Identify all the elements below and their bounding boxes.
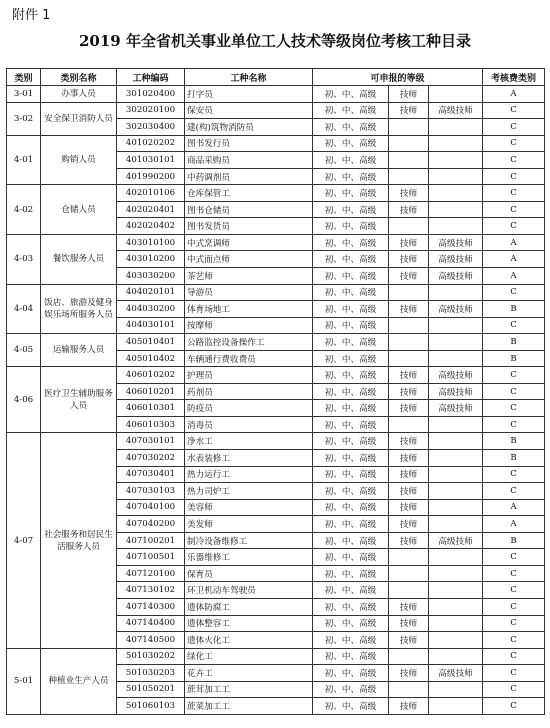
trade-name-cell: 美发师 [185, 516, 313, 533]
grade-basic-cell: 初、中、高级 [313, 483, 389, 500]
grade-basic-cell: 初、中、高级 [313, 86, 389, 103]
grade-basic-cell: 初、中、高级 [313, 516, 389, 533]
trade-code-cell: 403010200 [117, 251, 185, 268]
trade-code-cell: 406010301 [117, 400, 185, 417]
attachment-label: 附件 1 [12, 8, 51, 23]
trade-code-cell: 404030200 [117, 301, 185, 318]
category-name-cell: 办事人员 [41, 86, 117, 103]
grade-technician-cell [389, 681, 429, 698]
category-name-cell: 饭店、旅游及健身娱乐场所服务人员 [41, 284, 117, 334]
trade-name-cell: 茶艺师 [185, 268, 313, 285]
grade-senior-technician-cell: 高级技师 [429, 367, 483, 384]
grade-technician-cell: 技师 [389, 483, 429, 500]
trade-name-cell: 遗体火化工 [185, 632, 313, 649]
grade-technician-cell: 技师 [389, 499, 429, 516]
trade-code-cell: 407120100 [117, 565, 185, 582]
trade-code-cell: 501030203 [117, 665, 185, 682]
trade-name-cell: 制冷设备维修工 [185, 532, 313, 549]
grade-basic-cell: 初、中、高级 [313, 367, 389, 384]
grade-senior-technician-cell [429, 499, 483, 516]
trade-name-cell: 保安员 [185, 102, 313, 119]
grade-senior-technician-cell [429, 433, 483, 450]
grade-technician-cell: 技师 [389, 268, 429, 285]
trade-code-cell: 501050201 [117, 681, 185, 698]
grade-senior-technician-cell [429, 632, 483, 649]
trade-code-cell: 407140400 [117, 615, 185, 632]
table-row [7, 433, 545, 450]
grade-technician-cell: 技师 [389, 86, 429, 103]
category-name-cell: 安全保卫消防人员 [41, 102, 117, 135]
grade-basic-cell: 初、中、高级 [313, 284, 389, 301]
grade-basic-cell: 初、中、高级 [313, 565, 389, 582]
grade-basic-cell: 初、中、高级 [313, 168, 389, 185]
grade-senior-technician-cell: 高级技师 [429, 383, 483, 400]
grade-senior-technician-cell [429, 450, 483, 467]
table-row [7, 334, 545, 351]
grade-technician-cell: 技师 [389, 185, 429, 202]
grade-basic-cell: 初、中、高级 [313, 234, 389, 251]
grade-senior-technician-cell: 高级技师 [429, 301, 483, 318]
grade-senior-technician-cell: 高级技师 [429, 234, 483, 251]
fee-category-cell: C [483, 119, 545, 136]
fee-category-cell: C [483, 648, 545, 665]
trade-code-cell: 402020402 [117, 218, 185, 235]
grade-basic-cell: 初、中、高级 [313, 549, 389, 566]
grade-basic-cell: 初、中、高级 [313, 632, 389, 649]
grade-basic-cell: 初、中、高级 [313, 681, 389, 698]
grade-technician-cell [389, 334, 429, 351]
grade-basic-cell: 初、中、高级 [313, 268, 389, 285]
trade-name-cell: 商品采购员 [185, 152, 313, 169]
trade-code-cell: 406010303 [117, 416, 185, 433]
grade-technician-cell [389, 648, 429, 665]
trade-name-cell: 导游员 [185, 284, 313, 301]
grade-technician-cell: 技师 [389, 102, 429, 119]
trade-name-cell: 体育场地工 [185, 301, 313, 318]
trade-code-cell: 407140500 [117, 632, 185, 649]
category-code-cell: 4-06 [7, 367, 41, 433]
table-row [7, 234, 545, 251]
grade-senior-technician-cell [429, 615, 483, 632]
grade-technician-cell [389, 284, 429, 301]
grade-senior-technician-cell [429, 582, 483, 599]
trade-name-cell: 环卫机动车驾驶员 [185, 582, 313, 599]
category-name-cell: 购销人员 [41, 135, 117, 185]
trade-name-cell: 花卉工 [185, 665, 313, 682]
trade-code-cell: 407030401 [117, 466, 185, 483]
grade-technician-cell [389, 152, 429, 169]
trade-code-cell: 401990200 [117, 168, 185, 185]
header-fee: 考核费类别 [483, 69, 545, 86]
grade-technician-cell [389, 416, 429, 433]
fee-category-cell: C [483, 598, 545, 615]
trade-name-cell: 热力司炉工 [185, 483, 313, 500]
grade-technician-cell: 技师 [389, 665, 429, 682]
grade-senior-technician-cell [429, 218, 483, 235]
grade-basic-cell: 初、中、高级 [313, 301, 389, 318]
grade-technician-cell [389, 565, 429, 582]
grade-senior-technician-cell: 高级技师 [429, 251, 483, 268]
trade-code-cell: 407030101 [117, 433, 185, 450]
category-code-cell: 3-02 [7, 102, 41, 135]
trade-code-cell: 401030101 [117, 152, 185, 169]
grade-basic-cell: 初、中、高级 [313, 102, 389, 119]
grade-senior-technician-cell [429, 681, 483, 698]
table-body [7, 86, 545, 715]
grade-senior-technician-cell [429, 284, 483, 301]
fee-category-cell: C [483, 582, 545, 599]
grade-technician-cell: 技师 [389, 532, 429, 549]
fee-category-cell: A [483, 499, 545, 516]
fee-category-cell: C [483, 681, 545, 698]
fee-category-cell: C [483, 201, 545, 218]
trade-code-cell: 407030103 [117, 483, 185, 500]
trade-name-cell: 中式面点师 [185, 251, 313, 268]
trade-name-cell: 绿化工 [185, 648, 313, 665]
grade-basic-cell: 初、中、高级 [313, 433, 389, 450]
fee-category-cell: C [483, 218, 545, 235]
fee-category-cell: B [483, 450, 545, 467]
table-row [7, 102, 545, 119]
trade-name-cell: 打字员 [185, 86, 313, 103]
grade-basic-cell: 初、中、高级 [313, 499, 389, 516]
trade-name-cell: 图书发货员 [185, 218, 313, 235]
grade-technician-cell: 技师 [389, 516, 429, 533]
grade-basic-cell: 初、中、高级 [313, 648, 389, 665]
fee-category-cell: B [483, 301, 545, 318]
grade-technician-cell [389, 317, 429, 334]
table-row [7, 648, 545, 665]
fee-category-cell: C [483, 565, 545, 582]
fee-category-cell: B [483, 350, 545, 367]
trade-code-cell: 405010402 [117, 350, 185, 367]
grade-senior-technician-cell [429, 350, 483, 367]
fee-category-cell: B [483, 334, 545, 351]
grade-basic-cell: 初、中、高级 [313, 665, 389, 682]
category-code-cell: 3-01 [7, 86, 41, 103]
grade-technician-cell: 技师 [389, 632, 429, 649]
trade-code-cell: 405010401 [117, 334, 185, 351]
trade-code-cell: 401020202 [117, 135, 185, 152]
grade-senior-technician-cell [429, 168, 483, 185]
grade-senior-technician-cell [429, 598, 483, 615]
grade-technician-cell: 技师 [389, 383, 429, 400]
trade-code-cell: 407030202 [117, 450, 185, 467]
fee-category-cell: C [483, 549, 545, 566]
grade-basic-cell: 初、中、高级 [313, 350, 389, 367]
category-code-cell: 4-01 [7, 135, 41, 185]
grade-technician-cell: 技师 [389, 433, 429, 450]
header-category: 类别 [7, 69, 41, 86]
category-name-cell: 餐饮服务人员 [41, 234, 117, 284]
trade-name-cell: 车辆通行费收费员 [185, 350, 313, 367]
trade-code-cell: 406010202 [117, 367, 185, 384]
grade-senior-technician-cell [429, 185, 483, 202]
trade-code-cell: 403010100 [117, 234, 185, 251]
category-name-cell: 仓储人员 [41, 185, 117, 235]
table-row [7, 86, 545, 103]
grade-senior-technician-cell: 高级技师 [429, 400, 483, 417]
fee-category-cell: A [483, 268, 545, 285]
grade-senior-technician-cell: 高级技师 [429, 665, 483, 682]
grade-technician-cell: 技师 [389, 201, 429, 218]
trade-code-cell: 402010106 [117, 185, 185, 202]
category-code-cell: 4-04 [7, 284, 41, 334]
grade-senior-technician-cell [429, 549, 483, 566]
trade-name-cell: 中式烹调师 [185, 234, 313, 251]
trade-name-cell: 图书仓储员 [185, 201, 313, 218]
grade-senior-technician-cell [429, 86, 483, 103]
grade-basic-cell: 初、中、高级 [313, 152, 389, 169]
grade-technician-cell [389, 350, 429, 367]
grade-technician-cell [389, 135, 429, 152]
trade-code-cell: 406010201 [117, 383, 185, 400]
trade-code-cell: 407130102 [117, 582, 185, 599]
category-code-cell: 4-07 [7, 433, 41, 648]
trade-code-cell: 302030400 [117, 119, 185, 136]
fee-category-cell: A [483, 516, 545, 533]
grade-basic-cell: 初、中、高级 [313, 218, 389, 235]
category-code-cell: 5-01 [7, 648, 41, 714]
trade-name-cell: 护理员 [185, 367, 313, 384]
trade-name-cell: 水表装修工 [185, 450, 313, 467]
grade-basic-cell: 初、中、高级 [313, 450, 389, 467]
grade-technician-cell: 技师 [389, 400, 429, 417]
header-category-name: 类别名称 [41, 69, 117, 86]
fee-category-cell: C [483, 400, 545, 417]
grade-basic-cell: 初、中、高级 [313, 532, 389, 549]
grade-basic-cell: 初、中、高级 [313, 466, 389, 483]
fee-category-cell: C [483, 483, 545, 500]
fee-category-cell: C [483, 284, 545, 301]
grade-technician-cell: 技师 [389, 466, 429, 483]
trade-code-cell: 404030101 [117, 317, 185, 334]
fee-category-cell: C [483, 317, 545, 334]
trade-code-cell: 407040100 [117, 499, 185, 516]
category-name-cell: 运输服务人员 [41, 334, 117, 367]
fee-category-cell: C [483, 632, 545, 649]
category-code-cell: 4-05 [7, 334, 41, 367]
grade-basic-cell: 初、中、高级 [313, 582, 389, 599]
category-name-cell: 种植业生产人员 [41, 648, 117, 714]
fee-category-cell: C [483, 135, 545, 152]
trade-code-cell: 301020400 [117, 86, 185, 103]
grade-basic-cell: 初、中、高级 [313, 135, 389, 152]
trade-code-cell: 404020101 [117, 284, 185, 301]
trade-code-cell: 501030202 [117, 648, 185, 665]
table-row [7, 367, 545, 384]
trade-name-cell: 公路监控设备操作工 [185, 334, 313, 351]
fee-category-cell: C [483, 367, 545, 384]
grade-senior-technician-cell [429, 334, 483, 351]
trade-name-cell: 净水工 [185, 433, 313, 450]
header-row [7, 69, 545, 86]
trade-code-cell: 407100201 [117, 532, 185, 549]
fee-category-cell: C [483, 615, 545, 632]
grade-senior-technician-cell [429, 565, 483, 582]
trade-name-cell: 遗体防腐工 [185, 598, 313, 615]
fee-category-cell: C [483, 665, 545, 682]
header-grades: 可申报的等级 [313, 69, 483, 86]
trade-code-cell: 402020401 [117, 201, 185, 218]
fee-category-cell: C [483, 185, 545, 202]
grade-basic-cell: 初、中、高级 [313, 317, 389, 334]
grade-senior-technician-cell: 高级技师 [429, 102, 483, 119]
grade-senior-technician-cell [429, 152, 483, 169]
grade-basic-cell: 初、中、高级 [313, 251, 389, 268]
grade-basic-cell: 初、中、高级 [313, 119, 389, 136]
grade-technician-cell: 技师 [389, 301, 429, 318]
trade-name-cell: 乐器维修工 [185, 549, 313, 566]
trade-name-cell: 按摩师 [185, 317, 313, 334]
trade-code-cell: 407140300 [117, 598, 185, 615]
grade-technician-cell: 技师 [389, 234, 429, 251]
grade-basic-cell: 初、中、高级 [313, 383, 389, 400]
fee-category-cell: B [483, 433, 545, 450]
category-code-cell: 4-03 [7, 234, 41, 284]
trade-catalog-table [6, 68, 545, 715]
grade-senior-technician-cell [429, 466, 483, 483]
grade-basic-cell: 初、中、高级 [313, 615, 389, 632]
trade-name-cell: 蔗菜加工工 [185, 698, 313, 715]
trade-name-cell: 遗体整容工 [185, 615, 313, 632]
grade-basic-cell: 初、中、高级 [313, 334, 389, 351]
grade-technician-cell [389, 549, 429, 566]
fee-category-cell: C [483, 466, 545, 483]
grade-technician-cell [389, 218, 429, 235]
trade-name-cell: 防疫员 [185, 400, 313, 417]
grade-basic-cell: 初、中、高级 [313, 698, 389, 715]
fee-category-cell: C [483, 152, 545, 169]
grade-basic-cell: 初、中、高级 [313, 201, 389, 218]
trade-name-cell: 仓库保管工 [185, 185, 313, 202]
trade-name-cell: 消毒员 [185, 416, 313, 433]
grade-technician-cell: 技师 [389, 367, 429, 384]
trade-name-cell: 中药调剂员 [185, 168, 313, 185]
fee-category-cell: A [483, 251, 545, 268]
table-row [7, 185, 545, 202]
grade-technician-cell: 技师 [389, 251, 429, 268]
grade-senior-technician-cell [429, 648, 483, 665]
trade-code-cell: 403030200 [117, 268, 185, 285]
grade-technician-cell [389, 582, 429, 599]
trade-code-cell: 302020100 [117, 102, 185, 119]
grade-senior-technician-cell [429, 698, 483, 715]
grade-senior-technician-cell: 高级技师 [429, 268, 483, 285]
header-trade: 工种名称 [185, 69, 313, 86]
table-row [7, 284, 545, 301]
fee-category-cell: A [483, 234, 545, 251]
trade-code-cell: 407100501 [117, 549, 185, 566]
category-name-cell: 社会服务和居民生活服务人员 [41, 433, 117, 648]
grade-basic-cell: 初、中、高级 [313, 400, 389, 417]
table-row [7, 135, 545, 152]
header-code: 工种编码 [117, 69, 185, 86]
document-title: 2019 年全省机关事业单位工人技术等级岗位考核工种目录 [79, 32, 471, 50]
trade-name-cell: 美容师 [185, 499, 313, 516]
grade-senior-technician-cell [429, 119, 483, 136]
grade-technician-cell: 技师 [389, 598, 429, 615]
grade-basic-cell: 初、中、高级 [313, 598, 389, 615]
grade-senior-technician-cell [429, 483, 483, 500]
grade-technician-cell: 技师 [389, 450, 429, 467]
fee-category-cell: A [483, 86, 545, 103]
grade-technician-cell: 技师 [389, 698, 429, 715]
fee-category-cell: C [483, 698, 545, 715]
grade-basic-cell: 初、中、高级 [313, 185, 389, 202]
category-name-cell: 医疗卫生辅助服务人员 [41, 367, 117, 433]
trade-name-cell: 保育员 [185, 565, 313, 582]
category-code-cell: 4-02 [7, 185, 41, 235]
trade-code-cell: 501060103 [117, 698, 185, 715]
grade-senior-technician-cell [429, 516, 483, 533]
trade-code-cell: 407040200 [117, 516, 185, 533]
trade-name-cell: 药剂员 [185, 383, 313, 400]
grade-senior-technician-cell [429, 201, 483, 218]
grade-technician-cell: 技师 [389, 615, 429, 632]
fee-category-cell: C [483, 416, 545, 433]
fee-category-cell: B [483, 532, 545, 549]
grade-senior-technician-cell: 高级技师 [429, 532, 483, 549]
fee-category-cell: C [483, 168, 545, 185]
trade-name-cell: 蔗茸加工工 [185, 681, 313, 698]
grade-senior-technician-cell [429, 317, 483, 334]
trade-name-cell: 建(构)筑物消防员 [185, 119, 313, 136]
grade-technician-cell [389, 168, 429, 185]
fee-category-cell: C [483, 102, 545, 119]
trade-name-cell: 图书发行员 [185, 135, 313, 152]
trade-name-cell: 热力运行工 [185, 466, 313, 483]
grade-basic-cell: 初、中、高级 [313, 416, 389, 433]
grade-senior-technician-cell [429, 416, 483, 433]
grade-senior-technician-cell [429, 135, 483, 152]
fee-category-cell: C [483, 383, 545, 400]
grade-technician-cell [389, 119, 429, 136]
